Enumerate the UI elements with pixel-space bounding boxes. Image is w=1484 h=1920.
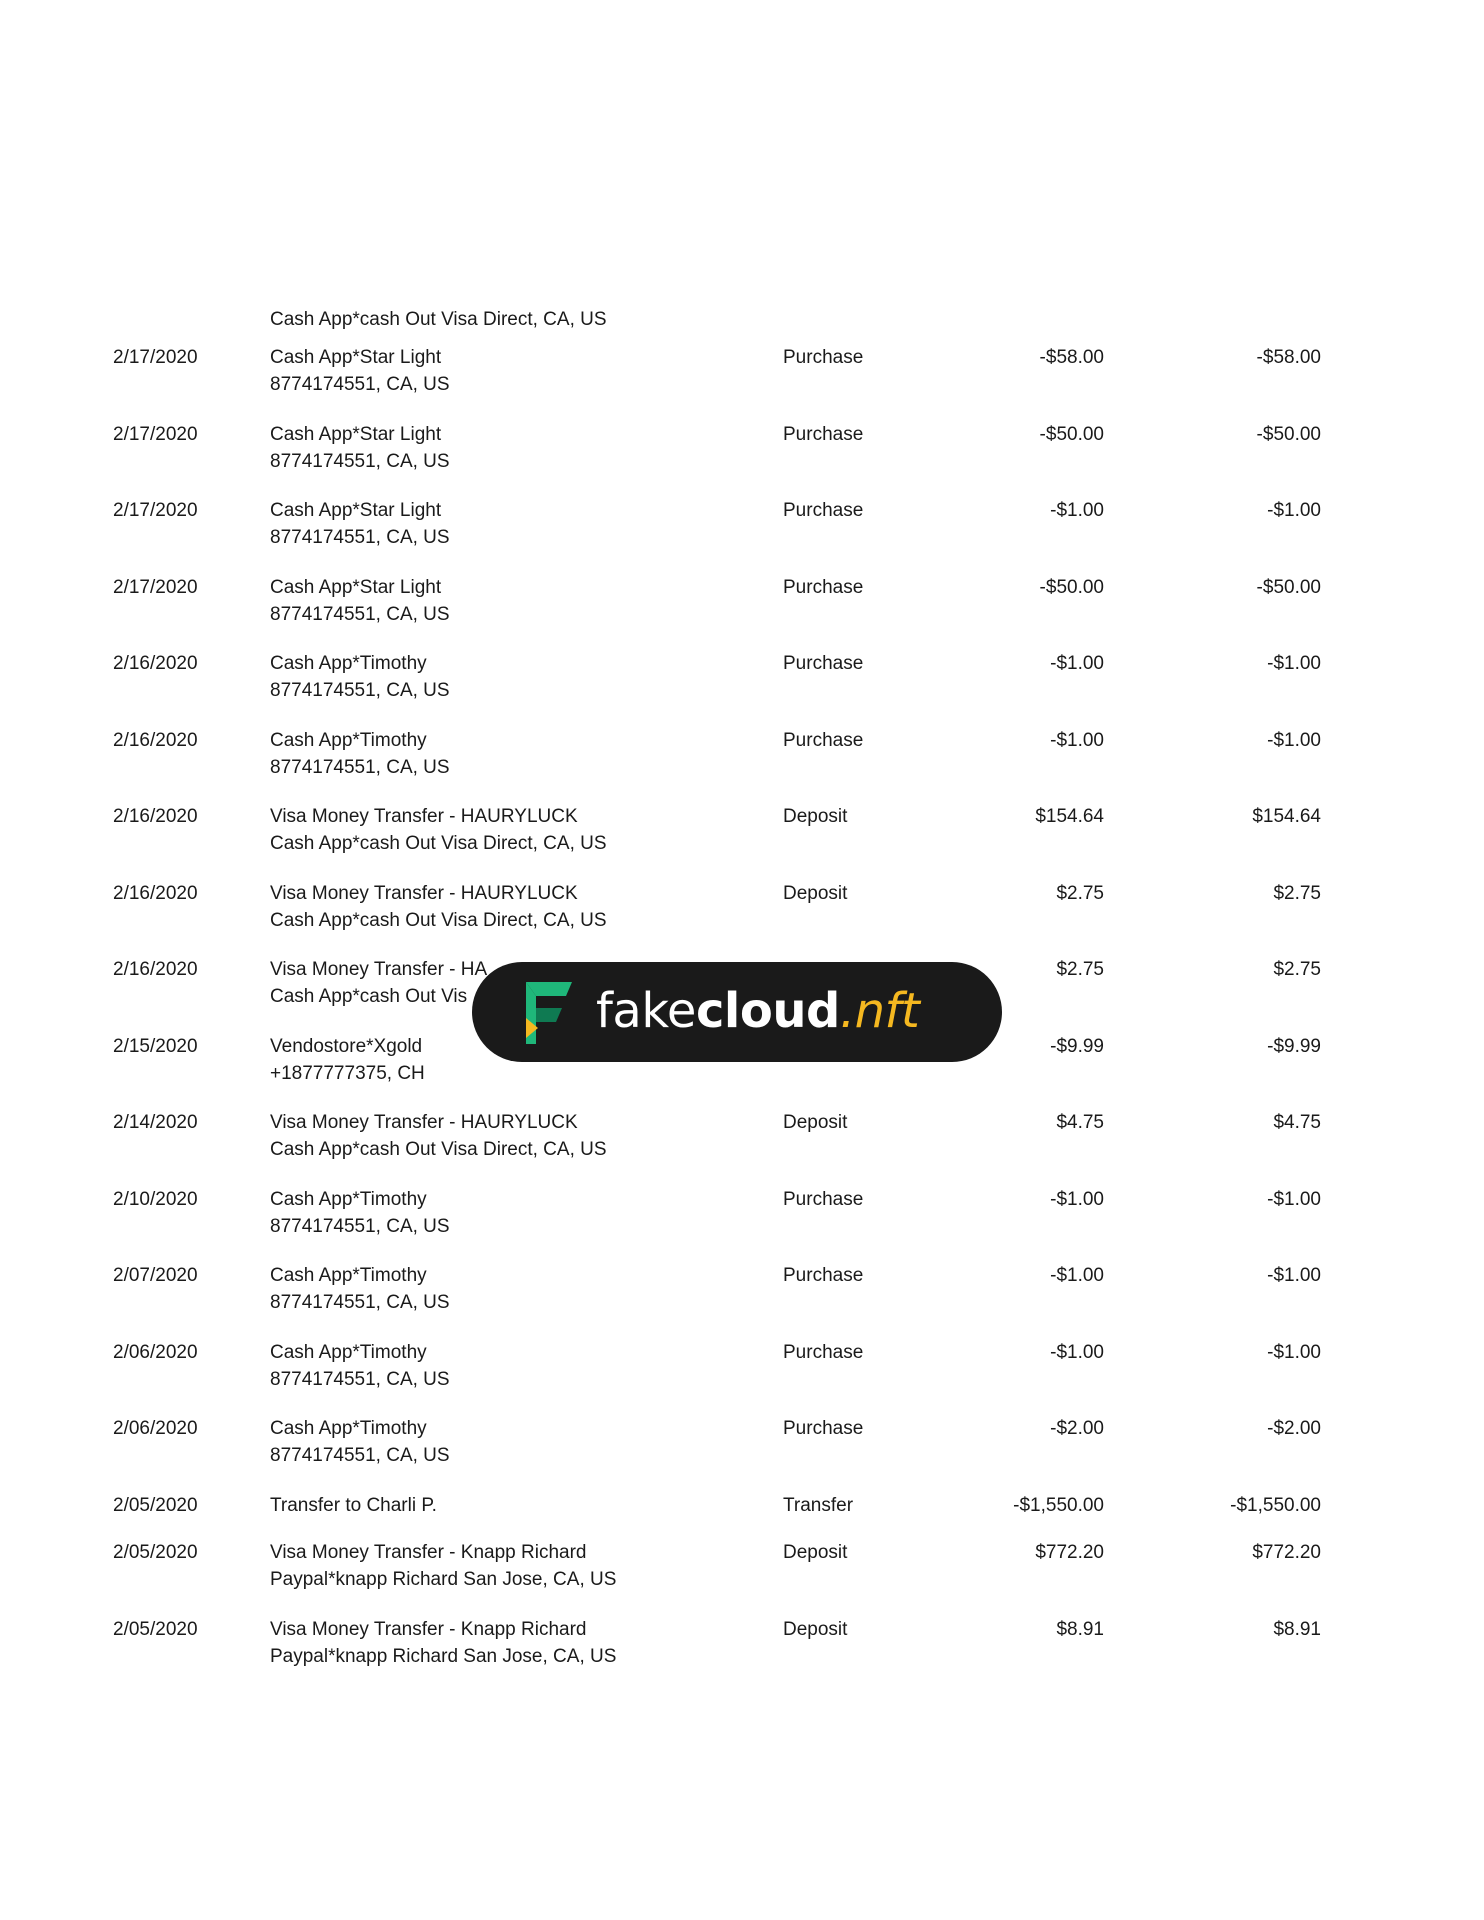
transaction-description [270,1415,450,1469]
description-line-1: Cash App*Timothy [270,1265,427,1286]
description-line-1: Cash App*Timothy [270,1341,427,1363]
transaction-date: 2/10/2020 [113,1188,198,1210]
description-line-2: +1877777375, CH [270,1062,425,1084]
description-line-1: Visa Money Transfer - HA [270,959,488,980]
table-row [0,421,1484,498]
transaction-amount: -$50.00 [1039,423,1104,445]
transaction-date: 2/07/2020 [113,1265,198,1286]
description-line-1: Visa Money Transfer - HAURYLUCK [270,882,578,904]
transaction-date: 2/05/2020 [113,1494,198,1516]
transaction-type: Deposit [783,1618,848,1640]
transaction-description [270,1186,450,1240]
description-line-2: Cash App*cash Out Visa Direct, CA, US [270,833,607,854]
transaction-date: 2/06/2020 [113,1341,198,1363]
transaction-description [270,727,450,781]
transaction-amount: -$1.00 [1050,1188,1104,1210]
transaction-date: 2/15/2020 [113,1035,198,1057]
description-line-1: Cash App*Timothy [270,1418,427,1439]
transaction-description [270,574,450,628]
transaction-amount: -$2.00 [1050,1418,1104,1439]
transaction-date: 2/17/2020 [113,576,198,598]
description-line-2: 8774174551, CA, US [270,603,450,625]
transaction-description [270,1492,437,1519]
table-row [0,574,1484,651]
transaction-type: Deposit [783,882,848,904]
transaction-amount: -$1.00 [1050,653,1104,674]
description-line-1: Vendostore*Xgold [270,1035,423,1057]
transaction-description [270,1033,425,1087]
transaction-amount: -$1.00 [1050,1265,1104,1286]
description-line-2: Paypal*knapp Richard San Jose, CA, US [270,1645,617,1667]
transaction-description [270,1616,616,1670]
description-line-1: Visa Money Transfer - Knapp Richard [270,1542,587,1563]
transaction-balance: -$58.00 [1256,347,1321,368]
description-line-2: 8774174551, CA, US [270,450,450,472]
description-line-1: Cash App*Star Light [270,576,442,598]
watermark-text-accent: .nft [839,983,920,1039]
watermark-pill [472,962,1002,1062]
transaction-balance: -$1.00 [1267,1265,1321,1286]
table-row [0,1492,1484,1540]
description-line-2: 8774174551, CA, US [270,756,450,778]
transaction-date: 2/17/2020 [113,347,198,368]
description-line-2: 8774174551, CA, US [270,1292,450,1313]
transaction-balance: -$1.00 [1267,1341,1321,1363]
watermark-text-bold: cloud [695,983,840,1039]
table-row [0,1415,1484,1492]
transaction-type: Purchase [783,423,864,445]
transaction-amount: $772.20 [1035,1542,1104,1563]
watermark-text-light: fake [596,983,696,1039]
transaction-description [270,803,607,857]
transaction-amount: -$9.99 [1050,1035,1104,1057]
description-line-2: 8774174551, CA, US [270,680,450,701]
transaction-balance: -$9.99 [1267,1035,1321,1057]
transaction-description [270,1109,607,1163]
table-row [0,344,1484,421]
transaction-balance: $2.75 [1273,882,1321,904]
description-line-1: Transfer to Charli P. [270,1494,437,1516]
transaction-type: Purchase [783,576,864,598]
transaction-type: Purchase [783,1188,864,1210]
transaction-type: Purchase [783,1265,864,1286]
table-row [0,1109,1484,1186]
transaction-type: Purchase [783,729,864,751]
transaction-date: 2/14/2020 [113,1112,198,1133]
description-line-2: 8774174551, CA, US [270,374,450,395]
transaction-date: 2/16/2020 [113,729,198,751]
table-row [0,1339,1484,1416]
description-line-1: Visa Money Transfer - HAURYLUCK [270,1112,578,1133]
transaction-balance: -$1.00 [1267,653,1321,674]
description-line-2: Cash App*cash Out Vis [270,986,468,1007]
transaction-amount: -$1.00 [1050,729,1104,751]
transaction-amount: $2.75 [1056,882,1104,904]
transaction-date: 2/16/2020 [113,653,198,674]
transaction-date: 2/16/2020 [113,959,198,980]
description-line-2: 8774174551, CA, US [270,527,450,548]
table-row [0,650,1484,727]
transaction-type: Purchase [783,347,864,368]
table-row [0,880,1484,957]
transaction-type: Deposit [783,1112,848,1133]
transaction-type: Purchase [783,500,864,521]
transaction-type: Purchase [783,1418,864,1439]
transaction-type: Transfer [783,1494,854,1516]
table-row [0,1186,1484,1263]
transaction-amount: $4.75 [1056,1112,1104,1133]
transaction-description [270,421,450,475]
description-line-1: Visa Money Transfer - Knapp Richard [270,1618,587,1640]
transaction-date: 2/05/2020 [113,1542,198,1563]
transaction-balance: -$2.00 [1267,1418,1321,1439]
transaction-date: 2/05/2020 [113,1618,198,1640]
transaction-description [270,650,450,704]
transaction-type: Deposit [783,1542,848,1563]
transaction-description [270,1262,450,1316]
transaction-date: 2/17/2020 [113,423,198,445]
transaction-balance: -$50.00 [1256,423,1321,445]
transaction-date: 2/16/2020 [113,882,198,904]
transaction-balance: -$1,550.00 [1230,1494,1321,1516]
description-line-2: 8774174551, CA, US [270,1215,450,1237]
transaction-type: Purchase [783,1341,864,1363]
transaction-balance: $2.75 [1273,959,1321,980]
table-row [0,803,1484,880]
transaction-amount: -$50.00 [1039,576,1104,598]
transaction-description [270,497,450,551]
table-row [0,1539,1484,1616]
transaction-description [270,956,487,1010]
description-line-2: 8774174551, CA, US [270,1368,450,1390]
transaction-description [270,1339,450,1393]
transaction-balance: $8.91 [1273,1618,1321,1640]
transaction-amount: $154.64 [1035,806,1104,827]
watermark-text [596,980,919,1042]
description-line-2: Cash App*cash Out Visa Direct, CA, US [270,1139,607,1160]
transaction-balance: -$1.00 [1267,729,1321,751]
transaction-amount: -$1.00 [1050,500,1104,521]
transaction-amount: -$1.00 [1050,1341,1104,1363]
transaction-balance: $154.64 [1252,806,1321,827]
description-line-2: 8774174551, CA, US [270,1445,450,1466]
transaction-date: 2/06/2020 [113,1418,198,1439]
transaction-type: Purchase [783,653,864,674]
transaction-description [270,1539,616,1593]
description-line-1: Cash App*Star Light [270,500,442,521]
transaction-date: 2/17/2020 [113,500,198,521]
transaction-amount: -$1,550.00 [1013,1494,1104,1516]
table-row [0,1262,1484,1339]
transaction-description [270,880,607,934]
description-line-1: Cash App*Star Light [270,423,442,445]
continued-description-line: Cash App*cash Out Visa Direct, CA, US [270,309,607,330]
transaction-amount: $8.91 [1056,1618,1104,1640]
table-row [0,497,1484,574]
transaction-description [270,344,450,398]
description-line-1: Cash App*Star Light [270,347,442,368]
description-line-1: Cash App*Timothy [270,653,427,674]
table-row [0,1616,1484,1693]
description-line-1: Cash App*Timothy [270,729,427,751]
transaction-balance: $4.75 [1273,1112,1321,1133]
transaction-amount: $2.75 [1056,959,1104,980]
transaction-amount: -$58.00 [1039,347,1104,368]
transaction-type: Deposit [783,806,848,827]
transaction-balance: -$1.00 [1267,1188,1321,1210]
fakecloud-logo-icon [512,978,574,1048]
transaction-balance: -$50.00 [1256,576,1321,598]
transaction-balance: -$1.00 [1267,500,1321,521]
description-line-2: Cash App*cash Out Visa Direct, CA, US [270,909,607,931]
transaction-balance: $772.20 [1252,1542,1321,1563]
description-line-1: Cash App*Timothy [270,1188,427,1210]
transaction-date: 2/16/2020 [113,806,198,827]
table-row [0,727,1484,804]
description-line-1: Visa Money Transfer - HAURYLUCK [270,806,578,827]
description-line-2: Paypal*knapp Richard San Jose, CA, US [270,1569,617,1590]
